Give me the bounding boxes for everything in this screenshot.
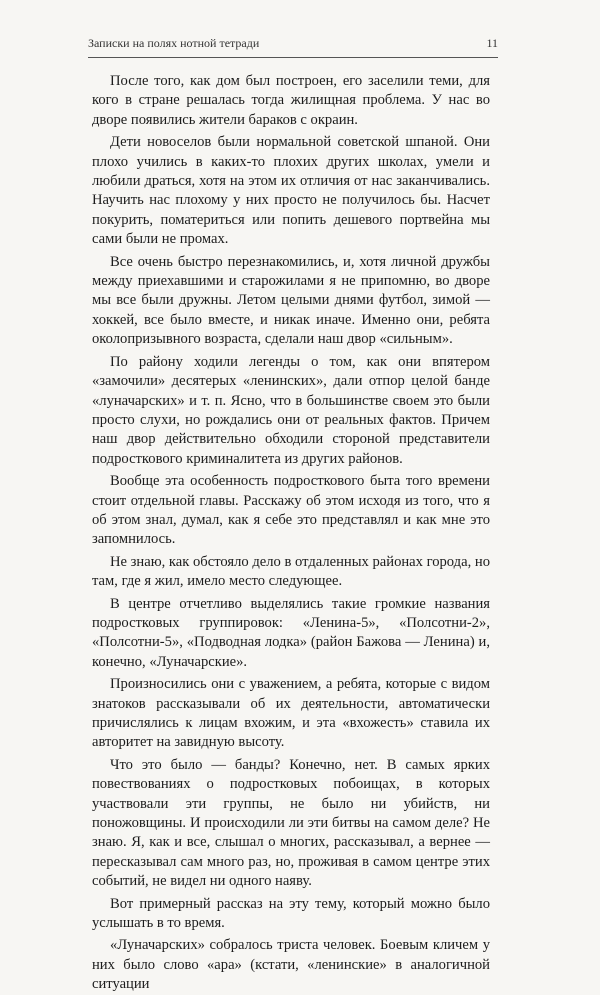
header-rule	[88, 57, 498, 58]
running-header	[88, 36, 498, 51]
paragraph: Произносились они с уважением, а ребята, которые с видом знатоков рассказывали об их деятельности, автоматически причислялись к лицам вхожим, и эта «вхожесть» ставила их авторитет на завидную высоту.	[92, 676, 490, 751]
paragraph: Что это было — банды? Конечно, нет. В самых ярких повествованиях о подростковых побоищах, в которых участвовали эти группы, не было ни убийств, ни поножовщины. И происходили ли эти битвы на самом деле? Не знаю. Я, как и все, слышал о многих, рассказывал, а вернее — пересказывал сам много раз, но, проживая в самом центре этих событий, не видел ни одного наяву.	[92, 756, 490, 890]
running-title: Записки на полях нотной тетради	[88, 36, 260, 50]
page-body	[92, 72, 490, 995]
paragraph: Все очень быстро перезнакомились, и, хотя личной дружбы между приехавшими и старожилами я не припомню, во дворе мы все были дружны. Летом целыми днями футбол, зимой — хоккей, все было вместе, и никак иначе. Именно они, ребята околопризывного возраста, сделали наш двор «сильным».	[92, 253, 490, 348]
page-number: 11	[486, 36, 498, 50]
paragraph: Не знаю, как обстояло дело в отдаленных районах города, но там, где я жил, имело место следующее.	[92, 553, 490, 590]
paragraph: Вот примерный рассказ на эту тему, который можно было услышать в то время.	[92, 895, 490, 932]
paragraph: После того, как дом был построен, его заселили теми, для кого в стране решалась тогда жилищная проблема. У нас во дворе появились жители бараков с окраин.	[92, 73, 490, 128]
paragraph: Вообще эта особенность подросткового быта того времени стоит отдельной главы. Расскажу об этом исходя из того, что я об этом знал, думал, как я себе это представлял и как мне это запомнилось.	[92, 473, 490, 548]
paragraph: Дети новоселов были нормальной советской шпаной. Они плохо учились в каких-то плохих других школах, умели и любили драться, хотя на этом их отличия от нас заканчивались. Научить нас плохому у них просто не получилось бы. Насчет покурить, поматериться или попить дешевого портвейна мы сами были не промах.	[92, 134, 490, 248]
paragraph: «Луначарских» собралось триста человек. Боевым кличем у них было слово «ара» (кстати, «ленинские» в аналогичной ситуации	[92, 937, 490, 993]
paragraph: В центре отчетливо выделялись такие громкие названия подростковых группировок: «Ленина-5», «Полсотни-2», «Полсотни-5», «Подводная лодка» (район Бажова — Ленина) и, конечно, «Луначарские».	[92, 595, 490, 670]
paragraph: По району ходили легенды о том, как они впятером «замочили» десятерых «ленинских», дали отпор целой банде «луначарских» и т. п. Ясно, что в большинстве своем это были просто слухи, но рождались они от реальных фактов. Причем наш двор действительно обходили стороной представители подросткового криминалитета из других районов.	[92, 353, 490, 467]
